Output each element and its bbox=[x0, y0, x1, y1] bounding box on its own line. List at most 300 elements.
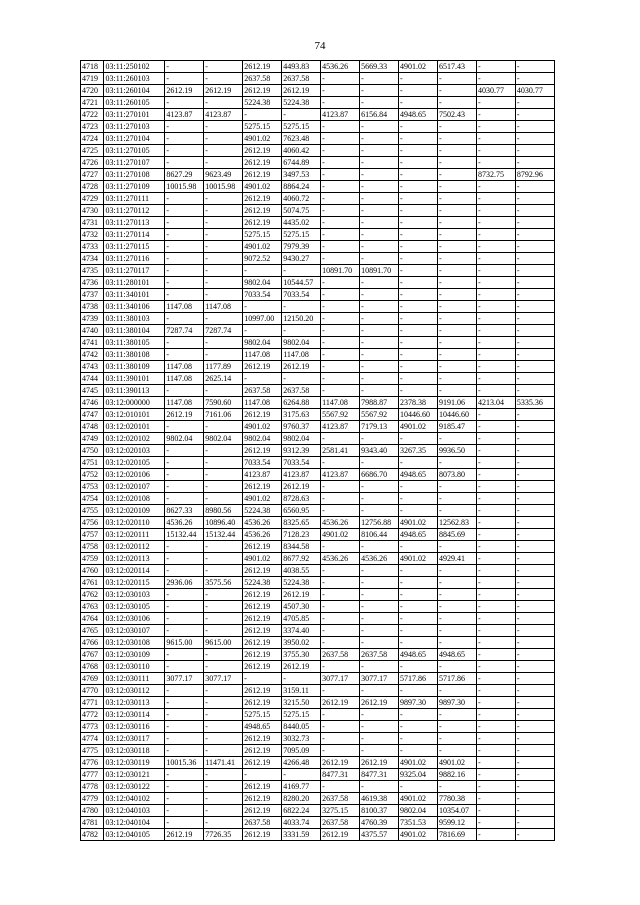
table-row bbox=[81, 289, 555, 301]
value-cell: - bbox=[165, 589, 204, 601]
value-cell: - bbox=[243, 265, 282, 277]
value-cell: 8728.63 bbox=[282, 493, 321, 505]
value-cell: - bbox=[321, 541, 360, 553]
code-cell: 03:12:030119 bbox=[104, 757, 165, 769]
value-cell: - bbox=[360, 373, 399, 385]
value-cell: 2612.19 bbox=[243, 361, 282, 373]
value-cell: - bbox=[399, 289, 438, 301]
value-cell: - bbox=[165, 541, 204, 553]
row-index-cell: 4755 bbox=[81, 505, 104, 517]
value-cell: 1147.08 bbox=[243, 349, 282, 361]
value-cell: 2612.19 bbox=[282, 481, 321, 493]
code-cell: 03:11:390113 bbox=[104, 385, 165, 397]
value-cell: - bbox=[515, 613, 554, 625]
value-cell: - bbox=[515, 745, 554, 757]
value-cell: 8325.65 bbox=[282, 517, 321, 529]
value-cell: - bbox=[165, 745, 204, 757]
value-cell: - bbox=[165, 217, 204, 229]
value-cell: - bbox=[204, 601, 243, 613]
value-cell: 1147.08 bbox=[243, 397, 282, 409]
value-cell: - bbox=[165, 733, 204, 745]
value-cell: - bbox=[438, 85, 477, 97]
value-cell: 10015.98 bbox=[165, 181, 204, 193]
code-cell: 03:12:030122 bbox=[104, 781, 165, 793]
value-cell: - bbox=[515, 73, 554, 85]
value-cell: 8980.56 bbox=[204, 505, 243, 517]
value-cell: - bbox=[321, 157, 360, 169]
table-row bbox=[81, 601, 555, 613]
value-cell: - bbox=[438, 193, 477, 205]
value-cell: - bbox=[515, 481, 554, 493]
value-cell: - bbox=[360, 313, 399, 325]
table-row bbox=[81, 157, 555, 169]
value-cell: - bbox=[438, 337, 477, 349]
value-cell: - bbox=[282, 301, 321, 313]
value-cell: - bbox=[399, 637, 438, 649]
value-cell: - bbox=[515, 193, 554, 205]
value-cell: - bbox=[515, 673, 554, 685]
value-cell: - bbox=[204, 157, 243, 169]
value-cell: - bbox=[515, 229, 554, 241]
value-cell: 2612.19 bbox=[243, 613, 282, 625]
value-cell: 9802.04 bbox=[243, 337, 282, 349]
value-cell: - bbox=[204, 73, 243, 85]
value-cell: - bbox=[515, 709, 554, 721]
value-cell: - bbox=[438, 601, 477, 613]
value-cell: 4901.02 bbox=[399, 421, 438, 433]
value-cell: - bbox=[438, 721, 477, 733]
value-cell: - bbox=[321, 577, 360, 589]
row-index-cell: 4756 bbox=[81, 517, 104, 529]
value-cell: - bbox=[399, 169, 438, 181]
table-row bbox=[81, 433, 555, 445]
table-row bbox=[81, 277, 555, 289]
value-cell: 2637.58 bbox=[321, 793, 360, 805]
value-cell: - bbox=[515, 301, 554, 313]
code-cell: 03:11:270113 bbox=[104, 217, 165, 229]
value-cell: - bbox=[360, 253, 399, 265]
value-cell: 8845.69 bbox=[438, 529, 477, 541]
value-cell: - bbox=[204, 553, 243, 565]
value-cell: - bbox=[476, 445, 515, 457]
row-index-cell: 4738 bbox=[81, 301, 104, 313]
table-row bbox=[81, 361, 555, 373]
value-cell: - bbox=[360, 229, 399, 241]
value-cell: - bbox=[360, 385, 399, 397]
value-cell: - bbox=[476, 385, 515, 397]
value-cell: - bbox=[476, 373, 515, 385]
value-cell: - bbox=[515, 553, 554, 565]
value-cell: - bbox=[204, 277, 243, 289]
value-cell: - bbox=[321, 85, 360, 97]
value-cell: - bbox=[165, 265, 204, 277]
value-cell: - bbox=[165, 133, 204, 145]
value-cell: 4060.72 bbox=[282, 193, 321, 205]
value-cell: 8627.29 bbox=[165, 169, 204, 181]
table-row bbox=[81, 337, 555, 349]
value-cell: - bbox=[165, 277, 204, 289]
value-cell: 9802.04 bbox=[399, 805, 438, 817]
value-cell: - bbox=[204, 241, 243, 253]
table-row bbox=[81, 85, 555, 97]
table-row bbox=[81, 421, 555, 433]
table-row bbox=[81, 721, 555, 733]
table-row bbox=[81, 781, 555, 793]
value-cell: - bbox=[165, 337, 204, 349]
code-cell: 03:12:040104 bbox=[104, 817, 165, 829]
value-cell: - bbox=[515, 409, 554, 421]
value-cell: 4213.04 bbox=[476, 397, 515, 409]
value-cell: - bbox=[204, 625, 243, 637]
value-cell: 9312.39 bbox=[282, 445, 321, 457]
value-cell: - bbox=[321, 253, 360, 265]
code-cell: 03:12:030118 bbox=[104, 745, 165, 757]
value-cell: - bbox=[165, 613, 204, 625]
value-cell: - bbox=[476, 601, 515, 613]
value-cell: 4901.02 bbox=[399, 61, 438, 73]
value-cell: 8477.31 bbox=[360, 769, 399, 781]
value-cell: - bbox=[204, 469, 243, 481]
value-cell: - bbox=[515, 433, 554, 445]
value-cell: - bbox=[360, 637, 399, 649]
value-cell: 5335.36 bbox=[515, 397, 554, 409]
table-row bbox=[81, 745, 555, 757]
row-index-cell: 4770 bbox=[81, 685, 104, 697]
value-cell: 2612.19 bbox=[243, 625, 282, 637]
row-index-cell: 4758 bbox=[81, 541, 104, 553]
value-cell: - bbox=[438, 481, 477, 493]
value-cell: - bbox=[515, 517, 554, 529]
value-cell: 2612.19 bbox=[243, 685, 282, 697]
code-cell: 03:12:030114 bbox=[104, 709, 165, 721]
code-cell: 03:11:380105 bbox=[104, 337, 165, 349]
value-cell: 3077.17 bbox=[360, 673, 399, 685]
value-cell: - bbox=[204, 337, 243, 349]
value-cell: 4536.26 bbox=[243, 517, 282, 529]
value-cell: 10015.98 bbox=[204, 181, 243, 193]
value-cell: - bbox=[282, 769, 321, 781]
value-cell: - bbox=[321, 289, 360, 301]
value-cell: 5567.92 bbox=[321, 409, 360, 421]
value-cell: 4060.42 bbox=[282, 145, 321, 157]
value-cell: - bbox=[165, 421, 204, 433]
table-row bbox=[81, 109, 555, 121]
value-cell: - bbox=[360, 361, 399, 373]
value-cell: - bbox=[438, 217, 477, 229]
value-cell: 2612.19 bbox=[321, 829, 360, 841]
code-cell: 03:12:020113 bbox=[104, 553, 165, 565]
value-cell: - bbox=[476, 589, 515, 601]
value-cell: - bbox=[360, 601, 399, 613]
value-cell: 3755.30 bbox=[282, 649, 321, 661]
value-cell: - bbox=[243, 109, 282, 121]
row-index-cell: 4762 bbox=[81, 589, 104, 601]
table-row bbox=[81, 541, 555, 553]
row-index-cell: 4724 bbox=[81, 133, 104, 145]
value-cell: - bbox=[476, 157, 515, 169]
value-cell: - bbox=[438, 265, 477, 277]
value-cell: - bbox=[476, 793, 515, 805]
value-cell: - bbox=[476, 277, 515, 289]
value-cell: 2612.19 bbox=[243, 145, 282, 157]
value-cell: - bbox=[438, 205, 477, 217]
table-row bbox=[81, 409, 555, 421]
value-cell: 1147.08 bbox=[282, 349, 321, 361]
value-cell: - bbox=[165, 121, 204, 133]
value-cell: - bbox=[438, 457, 477, 469]
value-cell: 4901.02 bbox=[243, 421, 282, 433]
value-cell: - bbox=[476, 553, 515, 565]
code-cell: 03:12:030105 bbox=[104, 601, 165, 613]
table-row bbox=[81, 709, 555, 721]
value-cell: - bbox=[438, 433, 477, 445]
value-cell: - bbox=[476, 217, 515, 229]
value-cell: - bbox=[165, 649, 204, 661]
value-cell: - bbox=[438, 637, 477, 649]
value-cell: - bbox=[399, 613, 438, 625]
value-cell: - bbox=[165, 157, 204, 169]
value-cell: 6744.89 bbox=[282, 157, 321, 169]
value-cell: - bbox=[204, 97, 243, 109]
value-cell: 2612.19 bbox=[243, 541, 282, 553]
code-cell: 03:11:270112 bbox=[104, 205, 165, 217]
code-cell: 03:12:030121 bbox=[104, 769, 165, 781]
value-cell: 1147.08 bbox=[165, 301, 204, 313]
row-index-cell: 4740 bbox=[81, 325, 104, 337]
value-cell: - bbox=[399, 601, 438, 613]
value-cell: - bbox=[515, 337, 554, 349]
value-cell: - bbox=[438, 745, 477, 757]
value-cell: - bbox=[321, 685, 360, 697]
value-cell: - bbox=[399, 73, 438, 85]
value-cell: - bbox=[515, 349, 554, 361]
value-cell: - bbox=[321, 313, 360, 325]
row-index-cell: 4777 bbox=[81, 769, 104, 781]
value-cell: - bbox=[515, 361, 554, 373]
value-cell: 4123.87 bbox=[204, 109, 243, 121]
value-cell: - bbox=[165, 493, 204, 505]
row-index-cell: 4769 bbox=[81, 673, 104, 685]
value-cell: 7726.35 bbox=[204, 829, 243, 841]
value-cell: 2637.58 bbox=[243, 385, 282, 397]
value-cell: - bbox=[476, 625, 515, 637]
row-index-cell: 4745 bbox=[81, 385, 104, 397]
value-cell: - bbox=[204, 661, 243, 673]
value-cell: 4536.26 bbox=[321, 553, 360, 565]
value-cell: 11471.41 bbox=[204, 757, 243, 769]
value-cell: 7988.87 bbox=[360, 397, 399, 409]
value-cell: - bbox=[515, 109, 554, 121]
value-cell: - bbox=[165, 385, 204, 397]
value-cell: 9802.04 bbox=[204, 433, 243, 445]
value-cell: - bbox=[399, 205, 438, 217]
value-cell: - bbox=[399, 325, 438, 337]
code-cell: 03:12:020114 bbox=[104, 565, 165, 577]
value-cell: - bbox=[515, 829, 554, 841]
value-cell: - bbox=[165, 661, 204, 673]
value-cell: - bbox=[476, 493, 515, 505]
value-cell: 2612.19 bbox=[243, 745, 282, 757]
row-index-cell: 4743 bbox=[81, 361, 104, 373]
value-cell: - bbox=[476, 649, 515, 661]
value-cell: 2637.58 bbox=[243, 73, 282, 85]
value-cell: 7161.06 bbox=[204, 409, 243, 421]
code-cell: 03:12:000000 bbox=[104, 397, 165, 409]
value-cell: 2612.19 bbox=[360, 757, 399, 769]
value-cell: 4948.65 bbox=[399, 529, 438, 541]
row-index-cell: 4763 bbox=[81, 601, 104, 613]
row-index-cell: 4751 bbox=[81, 457, 104, 469]
value-cell: 8106.44 bbox=[360, 529, 399, 541]
value-cell: - bbox=[165, 565, 204, 577]
table-row bbox=[81, 169, 555, 181]
row-index-cell: 4736 bbox=[81, 277, 104, 289]
value-cell: - bbox=[476, 121, 515, 133]
value-cell: - bbox=[476, 709, 515, 721]
value-cell: 7590.60 bbox=[204, 397, 243, 409]
value-cell: - bbox=[399, 133, 438, 145]
value-cell: - bbox=[360, 577, 399, 589]
value-cell: - bbox=[399, 625, 438, 637]
value-cell: 9897.30 bbox=[438, 697, 477, 709]
value-cell: 4929.41 bbox=[438, 553, 477, 565]
value-cell: 2612.19 bbox=[243, 637, 282, 649]
value-cell: - bbox=[476, 97, 515, 109]
table-row bbox=[81, 829, 555, 841]
value-cell: 4948.65 bbox=[399, 649, 438, 661]
value-cell: 10997.00 bbox=[243, 313, 282, 325]
value-cell: 10354.07 bbox=[438, 805, 477, 817]
value-cell: 2612.19 bbox=[243, 481, 282, 493]
value-cell: 4123.87 bbox=[321, 109, 360, 121]
value-cell: - bbox=[515, 157, 554, 169]
value-cell: 2612.19 bbox=[165, 409, 204, 421]
value-cell: - bbox=[476, 481, 515, 493]
code-cell: 03:12:040103 bbox=[104, 805, 165, 817]
value-cell: - bbox=[515, 661, 554, 673]
row-index-cell: 4776 bbox=[81, 757, 104, 769]
value-cell: 12150.20 bbox=[282, 313, 321, 325]
value-cell: 5224.38 bbox=[243, 505, 282, 517]
value-cell: 8440.05 bbox=[282, 721, 321, 733]
value-cell: 4901.02 bbox=[243, 241, 282, 253]
value-cell: 2612.19 bbox=[243, 793, 282, 805]
row-index-cell: 4726 bbox=[81, 157, 104, 169]
value-cell: - bbox=[438, 121, 477, 133]
table-row bbox=[81, 265, 555, 277]
row-index-cell: 4749 bbox=[81, 433, 104, 445]
row-index-cell: 4725 bbox=[81, 145, 104, 157]
value-cell: - bbox=[321, 325, 360, 337]
value-cell: - bbox=[438, 613, 477, 625]
value-cell: - bbox=[165, 469, 204, 481]
value-cell: - bbox=[165, 721, 204, 733]
table-row bbox=[81, 445, 555, 457]
value-cell: - bbox=[360, 289, 399, 301]
value-cell: - bbox=[399, 337, 438, 349]
value-cell: - bbox=[360, 325, 399, 337]
code-cell: 03:11:390101 bbox=[104, 373, 165, 385]
code-cell: 03:11:270109 bbox=[104, 181, 165, 193]
value-cell: - bbox=[204, 613, 243, 625]
value-cell: 3575.56 bbox=[204, 577, 243, 589]
table-row bbox=[81, 625, 555, 637]
table-row bbox=[81, 469, 555, 481]
value-cell: - bbox=[204, 253, 243, 265]
value-cell: - bbox=[204, 697, 243, 709]
value-cell: 7095.09 bbox=[282, 745, 321, 757]
value-cell: - bbox=[165, 97, 204, 109]
value-cell: 2612.19 bbox=[243, 781, 282, 793]
table-row bbox=[81, 301, 555, 313]
value-cell: - bbox=[204, 649, 243, 661]
value-cell: 1147.08 bbox=[165, 397, 204, 409]
value-cell: 9802.04 bbox=[243, 277, 282, 289]
value-cell: 3032.73 bbox=[282, 733, 321, 745]
value-cell: - bbox=[282, 673, 321, 685]
table-row bbox=[81, 145, 555, 157]
value-cell: 4030.77 bbox=[476, 85, 515, 97]
table-row bbox=[81, 229, 555, 241]
value-cell: - bbox=[438, 169, 477, 181]
value-cell: - bbox=[515, 421, 554, 433]
value-cell: - bbox=[399, 589, 438, 601]
value-cell: - bbox=[204, 265, 243, 277]
value-cell: - bbox=[476, 133, 515, 145]
value-cell: - bbox=[476, 253, 515, 265]
row-index-cell: 4760 bbox=[81, 565, 104, 577]
value-cell: - bbox=[476, 817, 515, 829]
value-cell: 9936.50 bbox=[438, 445, 477, 457]
value-cell: - bbox=[476, 469, 515, 481]
value-cell: 7033.54 bbox=[282, 457, 321, 469]
value-cell: - bbox=[476, 409, 515, 421]
value-cell: 2637.58 bbox=[321, 817, 360, 829]
value-cell: - bbox=[360, 733, 399, 745]
value-cell: - bbox=[515, 205, 554, 217]
value-cell: 4123.87 bbox=[243, 469, 282, 481]
code-cell: 03:12:020103 bbox=[104, 445, 165, 457]
row-index-cell: 4761 bbox=[81, 577, 104, 589]
value-cell: 5275.15 bbox=[282, 229, 321, 241]
row-index-cell: 4757 bbox=[81, 529, 104, 541]
value-cell: - bbox=[399, 313, 438, 325]
row-index-cell: 4748 bbox=[81, 421, 104, 433]
value-cell: 6686.70 bbox=[360, 469, 399, 481]
value-cell: - bbox=[321, 721, 360, 733]
row-index-cell: 4772 bbox=[81, 709, 104, 721]
code-cell: 03:11:380108 bbox=[104, 349, 165, 361]
value-cell: - bbox=[204, 385, 243, 397]
value-cell: 9430.27 bbox=[282, 253, 321, 265]
value-cell: 4536.26 bbox=[243, 529, 282, 541]
code-cell: 03:12:030110 bbox=[104, 661, 165, 673]
value-cell: 9802.04 bbox=[243, 433, 282, 445]
value-cell: - bbox=[515, 817, 554, 829]
value-cell: - bbox=[438, 145, 477, 157]
value-cell: - bbox=[438, 709, 477, 721]
value-cell: - bbox=[438, 385, 477, 397]
value-cell: - bbox=[438, 73, 477, 85]
code-cell: 03:11:380109 bbox=[104, 361, 165, 373]
value-cell: 4901.02 bbox=[399, 793, 438, 805]
value-cell: 2612.19 bbox=[243, 193, 282, 205]
code-cell: 03:12:030107 bbox=[104, 625, 165, 637]
value-cell: - bbox=[321, 613, 360, 625]
value-cell: - bbox=[438, 781, 477, 793]
value-cell: 1177.89 bbox=[204, 361, 243, 373]
value-cell: 4948.65 bbox=[399, 109, 438, 121]
